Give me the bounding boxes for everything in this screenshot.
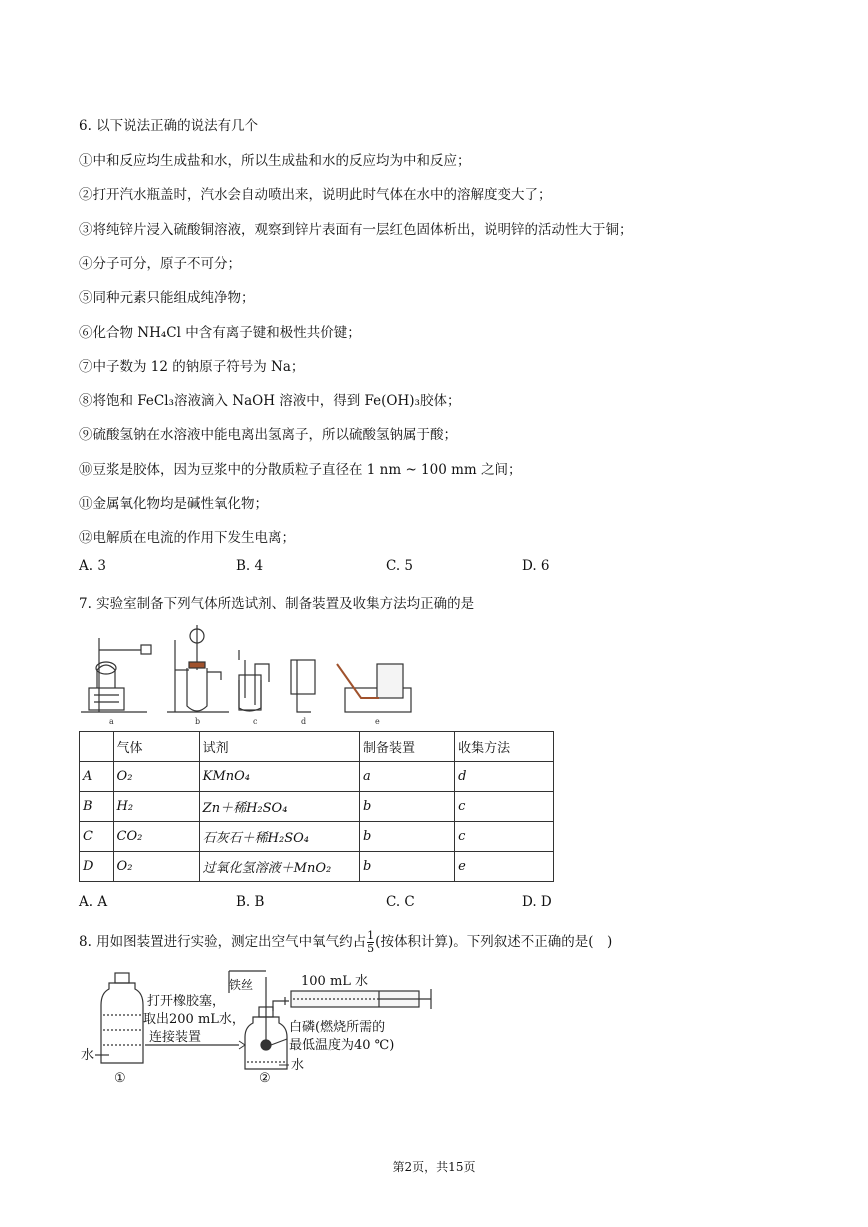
table-cell: C — [80, 822, 114, 852]
table-header-cell: 收集方法 — [455, 732, 554, 762]
table-cell: H₂ — [113, 792, 199, 822]
table-cell: B — [80, 792, 114, 822]
svg-text:白磷(燃烧所需的: 白磷(燃烧所需的 — [289, 1020, 386, 1035]
table-cell: e — [455, 852, 554, 882]
table-cell: c — [455, 792, 554, 822]
statement-3: ③将纯锌片浸入硫酸铜溶液，观察到锌片表面有一层红色固体析出，说明锌的活动性大于铜； — [79, 221, 633, 238]
svg-text:②: ② — [259, 1071, 271, 1085]
page-footer: 第2页，共15页 — [392, 1160, 476, 1174]
statement-5: ⑤同种元素只能组成纯净物； — [79, 290, 255, 307]
statement-6: ⑥化合物 NH₄Cl 中含有离子键和极性共价键； — [79, 324, 361, 341]
table-row — [80, 762, 554, 792]
option-b[interactable]: B. 4 — [236, 558, 264, 574]
table-row — [80, 792, 554, 822]
table-header-row — [80, 732, 554, 762]
question-6-title: 6. 以下说法正确的说法有几个 — [79, 118, 259, 134]
table-cell: d — [455, 762, 554, 792]
table-cell: b — [360, 792, 455, 822]
svg-text:c: c — [253, 717, 258, 726]
statement-7: ⑦中子数为 12 的钠原子符号为 Na； — [79, 358, 305, 375]
table-cell: O₂ — [113, 852, 199, 882]
table-cell: b — [360, 852, 455, 882]
table-cell: 过氧化氢溶液＋MnO₂ — [199, 852, 359, 882]
table-cell: c — [455, 822, 554, 852]
statement-11: ⑪金属氧化物均是碱性氧化物； — [79, 496, 268, 512]
table-cell: A — [80, 762, 114, 792]
table-row — [80, 852, 554, 882]
svg-text:e: e — [375, 717, 380, 726]
question-6-options — [79, 558, 559, 578]
apparatus-a — [81, 638, 151, 712]
option-d[interactable]: D. 6 — [522, 558, 550, 574]
svg-text:b: b — [195, 717, 201, 726]
apparatus-c — [239, 650, 269, 711]
svg-text:最低温度为40 ℃): 最低温度为40 ℃) — [289, 1038, 395, 1053]
table-header-cell: 气体 — [113, 732, 199, 762]
statement-9: ⑨硫酸氢钠在水溶液中能电离出氢离子，所以硫酸氢钠属于酸； — [79, 427, 457, 444]
svg-text:取出200 mL水，: 取出200 mL水， — [143, 1012, 245, 1027]
apparatus-figure — [79, 620, 419, 728]
table-header-cell: 制备装置 — [360, 732, 455, 762]
apparatus-d — [291, 660, 315, 712]
question-8-title: 8. 用如图装置进行实验，测定出空气中氧气约占 $\frac{1}{5}$ (按体积计算)。下列叙述不正确的是( ) — [79, 929, 613, 955]
table-row — [80, 822, 554, 852]
svg-text:d: d — [301, 717, 307, 726]
statement-8: ⑧将饱和 FeCl₃溶液滴入 NaOH 溶液中，得到 Fe(OH)₃胶体； — [79, 393, 461, 410]
table-cell: CO₂ — [113, 822, 199, 852]
table-cell: a — [360, 762, 455, 792]
reagent-table — [79, 731, 554, 882]
svg-text:水: 水 — [81, 1048, 95, 1063]
table-header-cell — [80, 732, 114, 762]
question-7-title: 7. 实验室制备下列气体所选试剂、制备装置及收集方法均正确的是 — [79, 596, 475, 612]
statement-2: ②打开汽水瓶盖时，汽水会自动喷出来，说明此时气体在水中的溶解度变大了； — [79, 187, 552, 204]
apparatus-b — [167, 625, 229, 712]
svg-text:铁丝: 铁丝 — [229, 978, 254, 992]
option-a[interactable]: A. 3 — [79, 558, 106, 574]
statement-10: ⑩豆浆是胶体，因为豆浆中的分散质粒子直径在 1 nm ~ 100 mm 之间； — [79, 461, 522, 478]
svg-text:连接装置: 连接装置 — [149, 1030, 202, 1045]
table-header-cell: 试剂 — [199, 732, 359, 762]
statement-4: ④分子可分，原子不可分； — [79, 255, 241, 272]
svg-text:打开橡胶塞，: 打开橡胶塞， — [147, 994, 226, 1009]
statement-12: ⑫电解质在电流的作用下发生电离； — [79, 530, 295, 547]
table-cell: 石灰石＋稀H₂SO₄ — [199, 822, 359, 852]
option-b[interactable]: B. B — [236, 894, 265, 910]
option-d[interactable]: D. D — [522, 894, 552, 910]
svg-text:a: a — [109, 717, 114, 726]
table-cell: KMnO₄ — [199, 762, 359, 792]
option-a[interactable]: A. A — [79, 894, 108, 910]
table-cell: Zn＋稀H₂SO₄ — [199, 792, 359, 822]
table-cell: O₂ — [113, 762, 199, 792]
svg-text:100 mL 水: 100 mL 水 — [301, 974, 369, 989]
table-cell: b — [360, 822, 455, 852]
option-c[interactable]: C. C — [386, 894, 415, 910]
statement-1: ①中和反应均生成盐和水，所以生成盐和水的反应均为中和反应； — [79, 153, 471, 169]
option-c[interactable]: C. 5 — [386, 558, 414, 574]
oxygen-experiment-figure — [79, 965, 439, 1085]
svg-text:①: ① — [114, 1071, 126, 1085]
apparatus-e — [337, 664, 411, 712]
table-cell: D — [80, 852, 114, 882]
bottle-1 — [95, 973, 143, 1063]
svg-text:水: 水 — [291, 1058, 305, 1073]
question-7-options — [79, 894, 559, 914]
